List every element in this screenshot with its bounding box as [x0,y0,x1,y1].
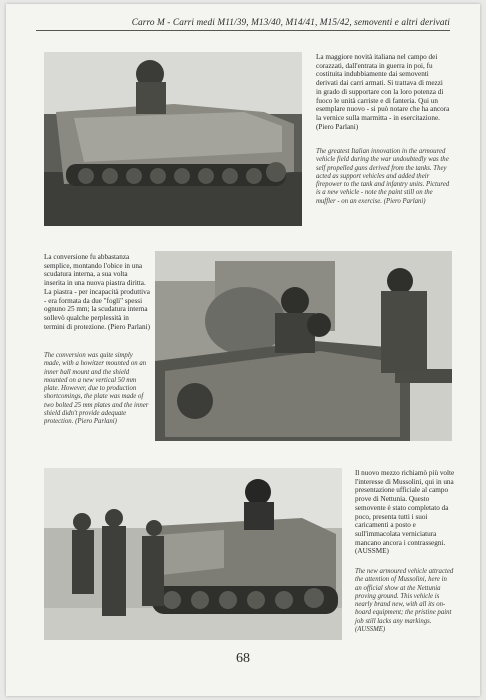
caption-1-italian: La maggiore novità italiana nel campo dei corazzati, dall'entrata in guerra in poi, fu costituita indubbiamente dai semoventi derivati dai carri armati. Si trattava di mezzi in grado di supportare con la loro potenza di fuoco le unità carriste e di fanteria. Qui un esemplare nuovo - si può notare che ha ancora la vernice sulla marmitta - in esercitazione. (Piero Parlani) [316,53,450,131]
caption-1-english: The greatest Italian innovation in the armoured vehicle field during the war undoubtedly was the self propelled guns derived from the tanks. They acted as support vehicles and added their firepower to the tank and infantry units. Pictured is a new vehicle - note the paint still on the muffler - on an exercise. (Piero Parlani) [316,148,450,205]
caption-3-english: The new armoured vehicle attracted the attention of Mussolini, here in an official show at the Nettunia proving ground. This vehicle is nearly brand new, with all its on-board equipment; the pristine paint job still lacks any markings. (AUSSME) [355,568,454,634]
caption-3-italian: Il nuovo mezzo richiamò più volte l'interesse di Mussolini, qui in una presentazione ufficiale al campo prove di Nettunia. Questo semovente è stato completato da poco, presenta tutti i suoi caricamenti a posto e sull'immacolata verniciatura mancano ancora i contrassegni. (AUSSME) [355,469,455,556]
running-header: Carro M - Carri medi M11/39, M13/40, M14/41, M15/42, semoventi e altri derivati [36,18,450,31]
caption-2-italian: La conversione fu abbastanza semplice, montando l'obice in una scudatura interna, a sua volta inserita in una nuova piastra diritta. La piastra - per incapacità produttiva - era formata da due "fogli" spessi ognuno 25 mm; la scudatura interna sollevò qualche perplessità in termini di protezione. (Piero Parlani) [44,253,150,331]
photo-self-propelled-gun-field [44,52,302,226]
caption-2-english: The conversion was quite simply made, with a howitzer mounted on an inner ball mount and the shield mounted on a new vertical 50 mm plate. However, due to production shortcomings, the plate was made of two bolted 25 mm plates and the inner shield didn't provide adequate protection. (Piero Parlani) [44,352,149,426]
photo-crew-on-vehicle [155,251,452,441]
page-number: 68 [236,651,250,666]
photo-mussolini-presentation [44,468,342,640]
